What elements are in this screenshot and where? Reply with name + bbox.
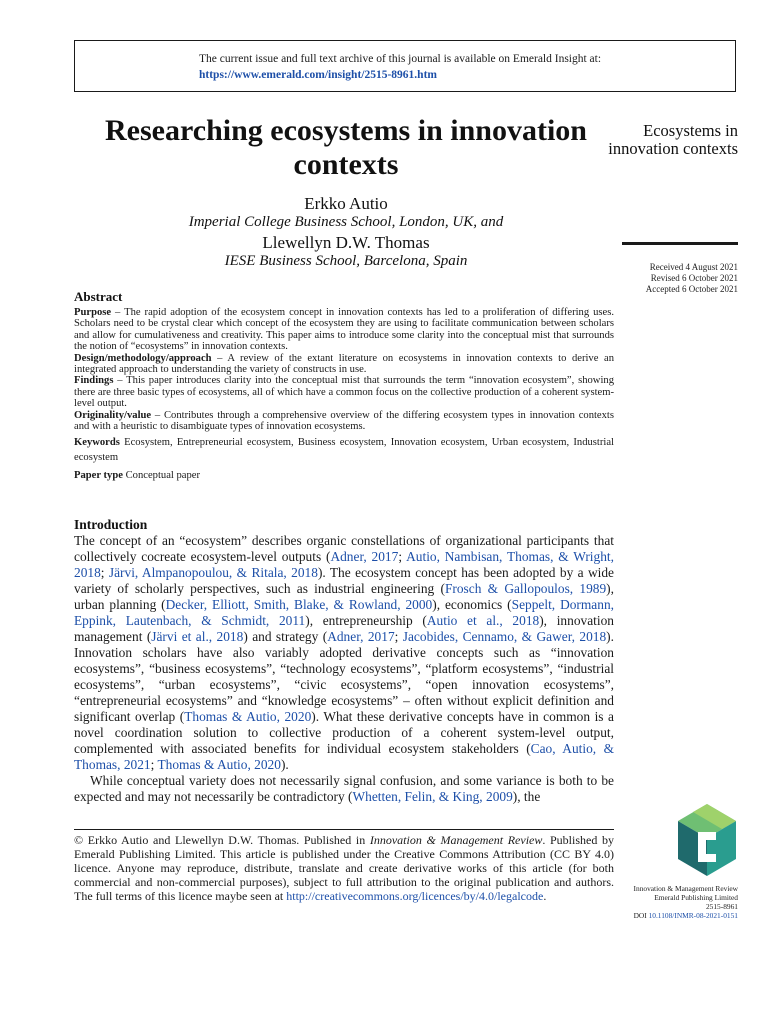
- abstract-paper-type: [74, 468, 614, 483]
- text-run: ;: [394, 629, 403, 644]
- journal-publisher: Emerald Publishing Limited: [654, 893, 738, 902]
- doi-label: DOI: [633, 911, 649, 920]
- received-date: Received 4 August 2021: [649, 262, 738, 272]
- abstract-purpose: [74, 307, 614, 353]
- journal-info: [600, 884, 738, 920]
- text-run: © Erkko Autio and Llewellyn D.W. Thomas. Published in: [74, 833, 370, 847]
- accepted-date: Accepted 6 October 2021: [645, 284, 738, 294]
- citation-link[interactable]: Decker, Elliott, Smith, Blake, & Rowland, 2000: [165, 597, 433, 612]
- author-name-1: Erkko Autio: [304, 194, 388, 213]
- citation-link[interactable]: Cao, Autio, & Thomas, 2021: [74, 741, 614, 772]
- citation-link[interactable]: Autio et al., 2018: [426, 613, 540, 628]
- citation-link[interactable]: Jacobides, Cennamo, & Gawer, 2018: [402, 629, 607, 644]
- text-run: ), innovation management (: [74, 613, 614, 644]
- journal-name: Innovation & Management Review: [633, 884, 738, 893]
- side-divider: [622, 242, 738, 245]
- intro-paragraph-1: [74, 533, 614, 773]
- text-run: ), economics (: [432, 597, 512, 612]
- text-run: ), entrepreneurship (: [305, 613, 427, 628]
- citation-link[interactable]: Adner, 2017: [330, 549, 399, 564]
- article-dates: [600, 262, 738, 295]
- journal-notice-box: [74, 40, 736, 92]
- text-run: . Published by Emerald Publishing Limited. This article is published under the Creative Commons Attribution (CC BY 4.0) licence. Anyone may reproduce, distribute, translate and create derivative works of this article (for both commercial and non-commercial purposes), subject to full attribution to the original publication and authors. The full terms of this licence maybe seen at: [74, 833, 614, 903]
- purpose-label: Purpose: [74, 307, 112, 318]
- abstract-body: [74, 307, 614, 483]
- journal-url-link[interactable]: https://www.emerald.com/insight/2515-8961.htm: [199, 69, 437, 81]
- text-run: .: [543, 889, 547, 903]
- keywords-text: Ecosystem, Entrepreneurial ecosystem, Business ecosystem, Innovation ecosystem, Urban ecosystem, Industrial ecosystem: [74, 437, 614, 464]
- text-run: ). The ecosystem concept has been adopted by a wide variety of scholarly perspectives, such as industrial engineering (: [74, 565, 614, 596]
- author-affiliation-1: Imperial College Business School, London, UK, and: [188, 214, 504, 230]
- notice-text: The current issue and full text archive of this journal is available on Emerald Insight at:: [199, 53, 602, 65]
- citation-link[interactable]: Autio, Nambisan, Thomas, & Wright, 2018: [74, 549, 614, 580]
- journal-issn: 2515-8961: [705, 902, 738, 911]
- text-run: ;: [398, 549, 407, 564]
- doi-link[interactable]: 10.1108/INMR-08-2021-0151: [648, 911, 738, 920]
- footnote-divider: [74, 829, 614, 830]
- citation-link[interactable]: Järvi et al., 2018: [151, 629, 244, 644]
- abstract-design: [74, 353, 614, 376]
- abstract-heading: Abstract: [74, 289, 123, 304]
- introduction-body: [74, 533, 614, 805]
- design-label: Design/methodology/approach: [74, 352, 212, 364]
- journal-doi: [600, 911, 738, 920]
- text-run: ).: [280, 757, 289, 772]
- text-run: ). Innovation scholars have also variably adopted derivative concepts such as “innovation ecosystems”, “business ecosystems”, “technology ecosystems”, “platform ecosystems”, “industrial ecosystems”, “urban ecosystems”, “civic ecosystems”, “open innovation ecosystems”, “entrepreneurial ecosystems” and “knowledge ecosystems” – often without explicit definition and significant overlap (: [74, 629, 614, 724]
- originality-text: – Contributes through a comprehensive overview of the differing ecosystem types in innovation contexts and with a heuristic to disambiguate types of innovation ecosystems.: [74, 409, 614, 433]
- citation-link[interactable]: Whetten, Felin, & King, 2009: [352, 789, 513, 804]
- findings-label: Findings: [74, 375, 114, 387]
- design-text: – A review of the extant literature on ecosystems in innovation contexts to derive an integrated approach to understanding the variety of constructs in use.: [74, 352, 614, 376]
- findings-text: – This paper introduces clarity into the conceptual mist that surrounds the term “innovation ecosystem”, showing there are three basic types of ecosystems, all of which have a common focus on the collective production of a coherent system-level output.: [74, 375, 614, 410]
- abstract-findings: [74, 375, 614, 409]
- journal-logo-icon: [676, 802, 738, 878]
- running-title: Ecosystems in innovation contexts: [608, 121, 738, 158]
- author-affiliation-2: IESE Business School, Barcelona, Spain: [224, 253, 468, 269]
- citation-link[interactable]: Frosch & Gallopoulos, 1989: [444, 581, 607, 596]
- citation-link[interactable]: http://creativecommons.org/licences/by/4.0/legalcode: [286, 889, 544, 903]
- purpose-text: – The rapid adoption of the ecosystem concept in innovation contexts has led to a proliferation of differing uses. Scholars need to be crystal clear which concept of the ecosystem they are using to facilitate communication between scholars and allow for cumulativeness and creativity. This paper aims to introduce some clarity into the conceptual mist that surrounds the notion of “ecosystems” in innovation contexts.: [74, 307, 614, 353]
- article-title: Researching ecosystems in innovation contexts: [105, 114, 587, 181]
- citation-link[interactable]: Thomas & Autio, 2020: [184, 709, 312, 724]
- text-run: ;: [100, 565, 109, 580]
- paper-type-text: Conceptual paper: [122, 470, 201, 482]
- abstract-keywords: [74, 435, 614, 465]
- introduction-heading: Introduction: [74, 517, 148, 532]
- paper-type-label: Paper type: [74, 470, 123, 482]
- intro-paragraph-2: [74, 773, 614, 805]
- text-run: ). What these derivative concepts have in common is a novel coordination solution to collective production of a coherent system-level output, complemented with associated benefits for individual ecosystem stakeholders (: [74, 709, 614, 756]
- text-run: ), the: [512, 789, 541, 804]
- citation-link[interactable]: Seppelt, Dormann, Eppink, Lautenbach, & Schmidt, 2011: [74, 597, 614, 628]
- citation-link[interactable]: Järvi, Almpanopoulou, & Ritala, 2018: [108, 565, 318, 580]
- citation-link[interactable]: Thomas & Autio, 2020: [157, 757, 281, 772]
- revised-date: Revised 6 October 2021: [650, 273, 738, 283]
- originality-label: Originality/value: [74, 409, 152, 421]
- text-run: ), urban planning (: [74, 581, 614, 612]
- copyright-footnote: [74, 833, 614, 903]
- abstract-originality: [74, 410, 614, 433]
- text-run: Innovation & Management Review: [369, 833, 543, 847]
- citation-link[interactable]: Adner, 2017: [327, 629, 395, 644]
- text-run: ) and strategy (: [243, 629, 328, 644]
- text-run: ;: [150, 757, 158, 772]
- text-run: The concept of an “ecosystem” describes organic constellations of organizational participants that collectively cocreate ecosystem-level outputs (: [74, 533, 614, 564]
- author-name-2: Llewellyn D.W. Thomas: [262, 233, 430, 252]
- keywords-label: Keywords: [74, 437, 120, 449]
- text-run: While conceptual variety does not necessarily signal confusion, and some variance is both to be expected and may not necessarily be contradictory (: [74, 773, 614, 804]
